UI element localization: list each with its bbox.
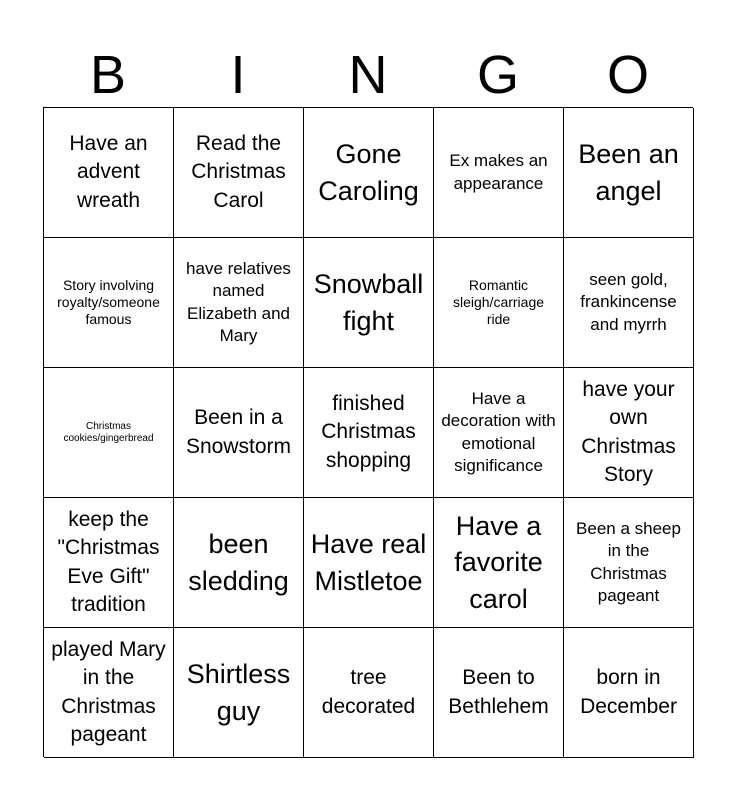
- cell-text: tree decorated: [321, 666, 416, 718]
- cell-text: Been a sheep in the Christmas pageant: [576, 519, 681, 605]
- bingo-cell[interactable]: [304, 368, 434, 498]
- bingo-cell[interactable]: [44, 628, 174, 758]
- bingo-cell[interactable]: [304, 108, 434, 238]
- cell-text: been sledding: [188, 529, 289, 596]
- cell-text: Story involving royalty/someone famous: [57, 277, 160, 327]
- bingo-cell[interactable]: [304, 628, 434, 758]
- bingo-cell[interactable]: [174, 628, 304, 758]
- cell-text: Been an angel: [578, 139, 679, 206]
- cell-text: Ex makes an appearance: [449, 151, 548, 193]
- cell-text: Snowball fight: [313, 269, 424, 336]
- bingo-board: [43, 107, 693, 757]
- bingo-cell[interactable]: [564, 628, 694, 758]
- bingo-cell[interactable]: [564, 368, 694, 498]
- cell-text: have your own Christmas Story: [581, 377, 676, 486]
- bingo-cell[interactable]: [434, 498, 564, 628]
- bingo-cell[interactable]: [434, 628, 564, 758]
- header-letter-n: N: [348, 45, 388, 105]
- bingo-cell[interactable]: [564, 238, 694, 368]
- bingo-cell[interactable]: [434, 108, 564, 238]
- bingo-cell[interactable]: [174, 368, 304, 498]
- header-letter-o: O: [606, 45, 649, 105]
- cell-text: Gone Caroling: [318, 139, 419, 206]
- bingo-cell[interactable]: [434, 368, 564, 498]
- cell-text: Christmas cookies/gingerbread: [63, 420, 154, 444]
- cell-text: Shirtless guy: [186, 659, 291, 726]
- bingo-header: [43, 42, 693, 108]
- bingo-cell[interactable]: [44, 498, 174, 628]
- bingo-cell[interactable]: [304, 498, 434, 628]
- cell-text: born in December: [580, 666, 677, 718]
- cell-text: Have an advent wreath: [69, 131, 148, 212]
- cell-text: seen gold, frankincense and myrrh: [580, 270, 677, 334]
- cell-text: Have real Mistletoe: [310, 529, 427, 596]
- bingo-cell[interactable]: [44, 238, 174, 368]
- cell-text: keep the "Christmas Eve Gift" tradition: [57, 507, 160, 616]
- header-letter-g: G: [476, 45, 519, 105]
- bingo-cell[interactable]: [564, 498, 694, 628]
- bingo-cell[interactable]: [44, 108, 174, 238]
- cell-text: Been in a Snowstorm: [185, 406, 292, 458]
- bingo-cell[interactable]: [564, 108, 694, 238]
- header-letter-i: I: [230, 45, 246, 105]
- bingo-cell[interactable]: [434, 238, 564, 368]
- bingo-cell[interactable]: [174, 238, 304, 368]
- cell-text: Have a decoration with emotional significance: [441, 389, 556, 475]
- bingo-cell[interactable]: [304, 238, 434, 368]
- bingo-cell[interactable]: [174, 498, 304, 628]
- cell-text: Romantic sleigh/carriage ride: [452, 277, 545, 327]
- bingo-cell[interactable]: [174, 108, 304, 238]
- cell-text: Been to Bethlehem: [448, 666, 549, 718]
- header-letter-b: B: [89, 45, 127, 105]
- cell-text: Read the Christmas Carol: [191, 131, 286, 212]
- cell-text: have relatives named Elizabeth and Mary: [186, 259, 291, 345]
- cell-text: Have a favorite carol: [454, 510, 543, 614]
- cell-text: played Mary in the Christmas pageant: [51, 637, 166, 746]
- cell-text: finished Christmas shopping: [321, 391, 416, 472]
- bingo-cell[interactable]: [44, 368, 174, 498]
